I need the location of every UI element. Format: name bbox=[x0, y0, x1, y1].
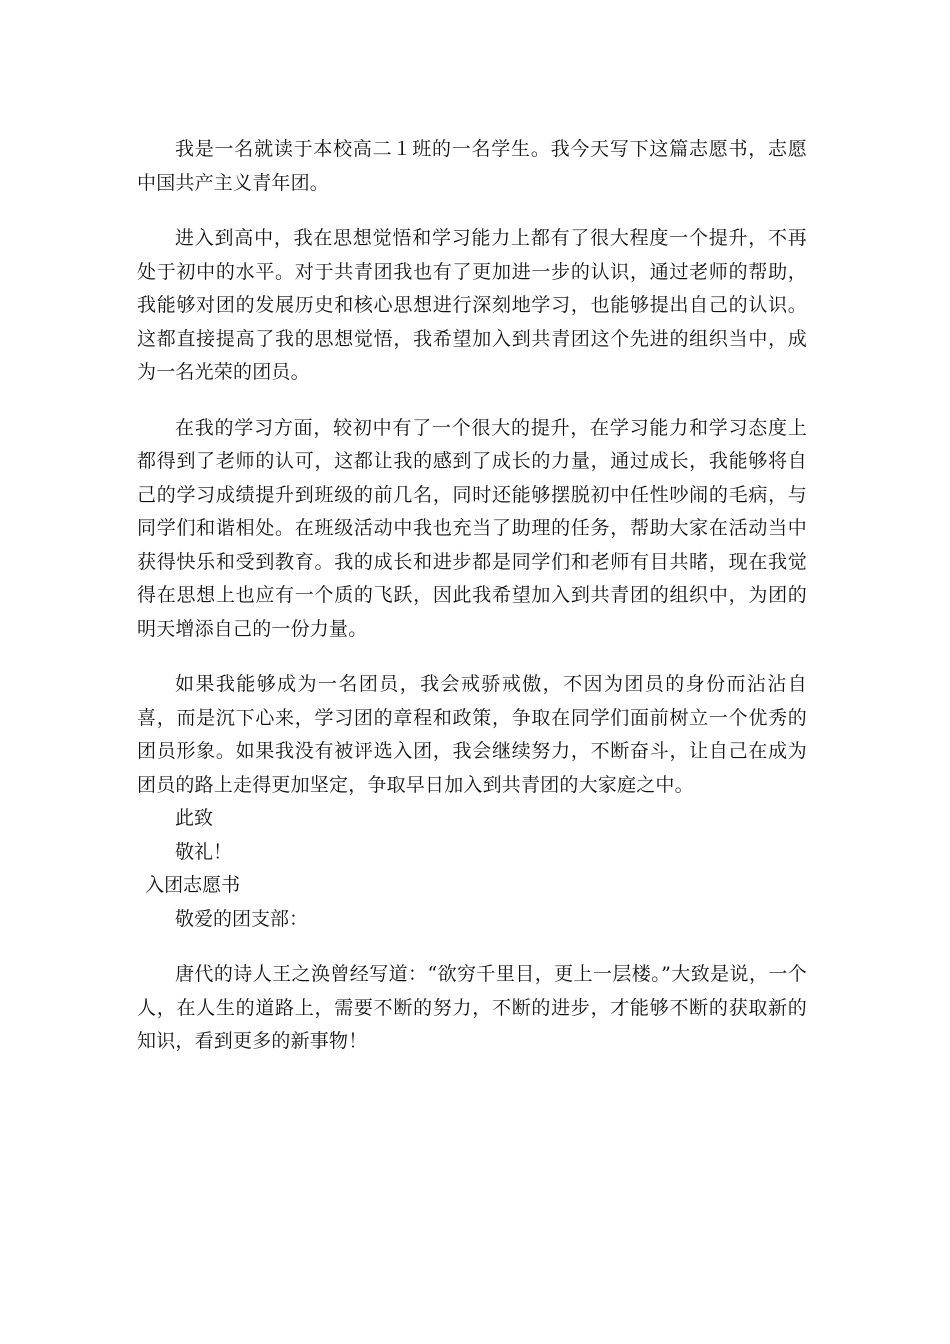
paragraph-thought-progress: 进入到高中，我在思想觉悟和学习能力上都有了很大程度一个提升，不再处于初中的水平。对于共青团我也有了更加进一步的认识，通过老师的帮助，我能够对团的发展历史和核心思想进行深刻地学习，也能够提出自己的认识。这都直接提高了我的思想觉悟，我希望加入到共青团这个先进的组织当中，成为一名光荣的团员。 bbox=[137, 227, 807, 383]
closing-jingli: 敬礼！ bbox=[175, 840, 233, 863]
closing-cizhi: 此致 bbox=[175, 807, 214, 829]
second-letter-salutation: 敬爱的团支部： bbox=[175, 907, 309, 930]
paragraph-commitment: 如果我能够成为一名团员，我会戒骄戒傲，不因为团员的身份而沾沾自喜，而是沉下心来，学习团的章程和政策，争取在同学们面前树立一个优秀的团员形象。如果我没有被评选入团，我会继续努力，不断奋斗，让自己在成为团员的路上走得更加坚定，争取早日加入到共青团的大家庭之中。 bbox=[137, 673, 807, 796]
second-letter-title: 入团志愿书 bbox=[145, 874, 241, 896]
document-body bbox=[137, 133, 807, 1059]
second-letter-paragraph: 唐代的诗人王之涣曾经写道：“欲穷千里目，更上一层楼。”大致是说，一个人，在人生的道路上，需要不断的努力，不断的进步，才能够不断的获取新的知识，看到更多的新事物！ bbox=[137, 963, 807, 1052]
paragraph-intro: 我是一名就读于本校高二１班的一名学生。我今天写下这篇志愿书，志愿中国共产主义青年团。 bbox=[137, 138, 807, 194]
paragraph-study-progress: 在我的学习方面，较初中有了一个很大的提升，在学习能力和学习态度上都得到了老师的认可，这都让我的感到了成长的力量，通过成长，我能够将自己的学习成绩提升到班级的前几名，同时还能够摆脱初中任性吵闹的毛病，与同学们和谐相处。在班级活动中我也充当了助理的任务，帮助大家在活动当中获得快乐和受到教育。我的成长和进步都是同学们和老师有目共睹，现在我觉得在思想上也应有一个质的飞跃，因此我希望加入到共青团的组织中，为团的明天增添自己的一份力量。 bbox=[137, 416, 807, 640]
